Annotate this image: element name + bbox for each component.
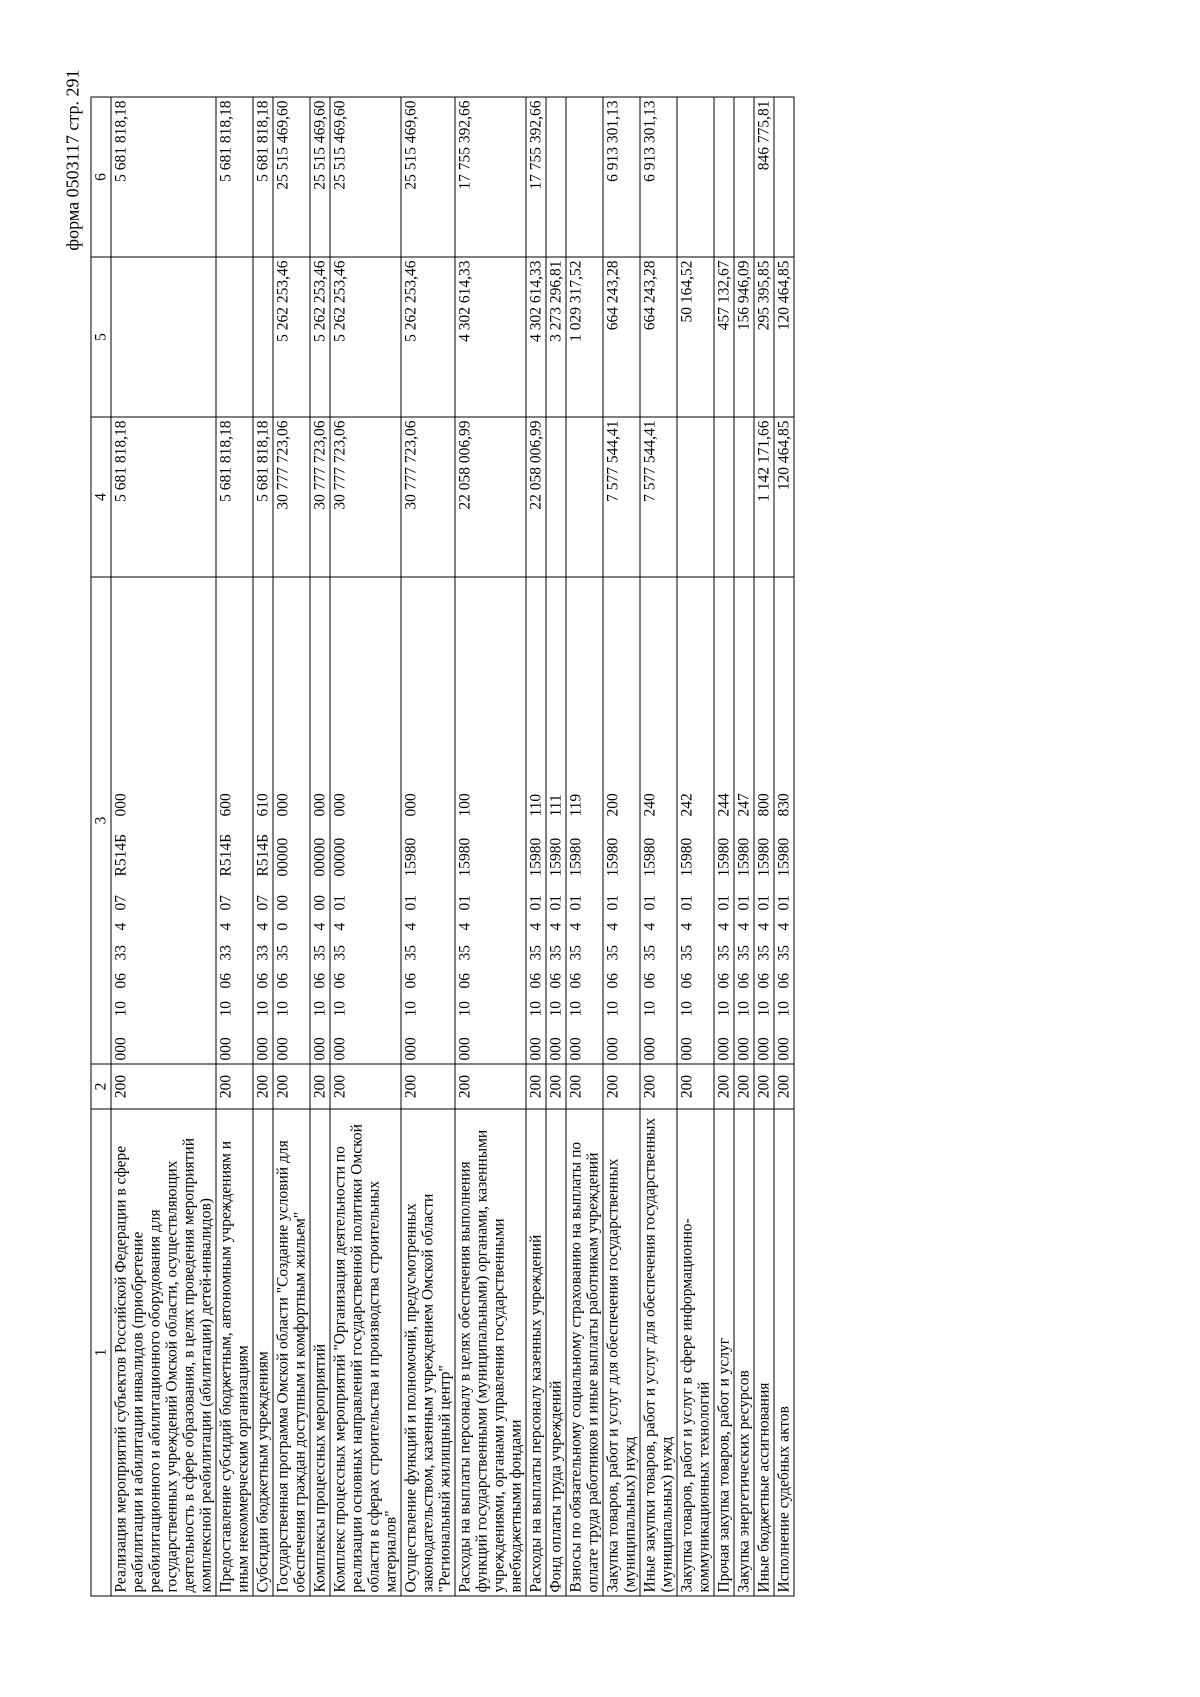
code-part: 4 <box>678 922 696 931</box>
executed-amount: 664 243,28 <box>603 257 640 417</box>
budget-classification-code <box>273 577 310 1064</box>
code-part: 4 <box>735 922 753 931</box>
code-part: 000 <box>402 1037 420 1061</box>
budget-classification-code <box>401 577 455 1064</box>
code-part: 610 <box>254 793 272 817</box>
budget-classification-code <box>603 577 640 1064</box>
table-row <box>216 97 253 1596</box>
code-part: 10 <box>604 1001 622 1017</box>
budget-classification-code <box>111 577 216 1064</box>
code-part: 06 <box>735 973 753 989</box>
code-part: 10 <box>217 1001 235 1017</box>
code-part: 06 <box>311 973 329 989</box>
row-name: Исполнение судебных актов <box>774 1109 794 1596</box>
code-part: 4 <box>112 922 130 931</box>
row-name: Государственная программа Омской области "Создание условий для обеспечения граждан доступным и комфортным жильем" <box>273 1109 310 1596</box>
code-part: 4 <box>456 922 474 931</box>
table-row <box>734 97 754 1596</box>
code-part: 35 <box>456 945 474 961</box>
code-part: 110 <box>527 793 545 817</box>
code-part: 000 <box>604 1037 622 1061</box>
table-row <box>603 97 640 1596</box>
code-part: 06 <box>755 973 773 989</box>
unexecuted-amount <box>677 97 714 257</box>
code-part: 35 <box>715 945 733 961</box>
code-part: 06 <box>217 973 235 989</box>
code-part: 4 <box>641 922 659 931</box>
unexecuted-amount: 5 681 818,18 <box>253 97 273 257</box>
code-part: 4 <box>715 922 733 931</box>
row-name: Комплекс процессных мероприятий "Организация деятельности по реализации основных направлений государственной политики Омской области в сферах строительства и производства строительных материалов" <box>330 1109 401 1596</box>
form-title: форма 0503117 стр. 291 <box>62 69 83 251</box>
code-part: 15980 <box>604 837 622 877</box>
executed-amount: 4 302 614,33 <box>455 257 526 417</box>
budget-table <box>91 97 795 1597</box>
code-part: 247 <box>735 793 753 817</box>
code-part: 10 <box>527 1001 545 1017</box>
executed-amount: 4 302 614,33 <box>526 257 546 417</box>
code-part: 06 <box>775 973 793 989</box>
table-row <box>455 97 526 1596</box>
code-part: 4 <box>775 922 793 931</box>
row-code: 200 <box>566 1064 603 1109</box>
code-part: 000 <box>254 1037 272 1061</box>
approved-amount: 5 681 818,18 <box>253 417 273 577</box>
code-part: 33 <box>217 945 235 961</box>
code-part: 4 <box>254 922 272 931</box>
code-part: 000 <box>641 1037 659 1061</box>
table-row <box>253 97 273 1596</box>
code-part: 10 <box>715 1001 733 1017</box>
row-name: Расходы на выплаты персоналу казенных учреждений <box>526 1109 546 1596</box>
unexecuted-amount: 25 515 469,60 <box>273 97 310 257</box>
row-code: 200 <box>603 1064 640 1109</box>
code-part: 830 <box>775 793 793 817</box>
code-part: 00 <box>311 895 329 911</box>
budget-classification-code <box>677 577 714 1064</box>
executed-amount <box>253 257 273 417</box>
code-part: 000 <box>331 793 349 817</box>
code-part: 000 <box>217 1037 235 1061</box>
code-part: 06 <box>715 973 733 989</box>
header-col-6: 6 <box>91 97 111 257</box>
code-part: 06 <box>567 973 585 989</box>
header-col-2: 2 <box>91 1064 111 1109</box>
code-part: 242 <box>678 793 696 817</box>
code-part: 0 <box>274 922 292 931</box>
row-code: 200 <box>677 1064 714 1109</box>
code-part: 4 <box>402 922 420 931</box>
header-col-4: 4 <box>91 417 111 577</box>
code-part: 10 <box>678 1001 696 1017</box>
code-part: 01 <box>715 895 733 911</box>
code-part: 06 <box>254 973 272 989</box>
row-code: 200 <box>111 1064 216 1109</box>
code-part: 244 <box>715 793 733 817</box>
rotated-page <box>51 50 1151 1647</box>
table-row <box>677 97 714 1596</box>
code-part: 00000 <box>274 837 292 877</box>
approved-amount: 7 577 544,41 <box>603 417 640 577</box>
code-part: 10 <box>547 1001 565 1017</box>
budget-classification-code <box>734 577 754 1064</box>
code-part: 15980 <box>547 837 565 877</box>
code-part: 000 <box>547 1037 565 1061</box>
header-col-5: 5 <box>91 257 111 417</box>
executed-amount: 5 262 253,46 <box>401 257 455 417</box>
code-part: 06 <box>274 973 292 989</box>
header-col-1: 1 <box>91 1109 111 1596</box>
code-part: 200 <box>604 793 622 817</box>
budget-classification-code <box>714 577 734 1064</box>
code-part: 15980 <box>735 837 753 877</box>
executed-amount: 5 262 253,46 <box>310 257 330 417</box>
unexecuted-amount: 25 515 469,60 <box>310 97 330 257</box>
code-part: 111 <box>547 794 565 817</box>
code-part: 10 <box>456 1001 474 1017</box>
approved-amount: 22 058 006,99 <box>526 417 546 577</box>
code-part: 06 <box>604 973 622 989</box>
row-name: Реализация мероприятий субъектов Российской Федерации в сфере реабилитации и абилитации инвалидов (приобретение реабилитационного и абилитационного оборудования для государственных учреждений Омской области, осуществляющих деятельность в сфере образования, в целях проведения мероприятий комплексной реабилитации (абилитации) детей-инвалидов) <box>111 1109 216 1596</box>
code-part: 07 <box>217 895 235 911</box>
budget-classification-code <box>330 577 401 1064</box>
unexecuted-amount: 25 515 469,60 <box>401 97 455 257</box>
code-part: 000 <box>755 1037 773 1061</box>
code-part: 01 <box>456 895 474 911</box>
code-part: 35 <box>311 945 329 961</box>
row-code: 200 <box>216 1064 253 1109</box>
row-name: Фонд оплаты труда учреждений <box>546 1109 566 1596</box>
table-row <box>754 97 774 1596</box>
table-row <box>714 97 734 1596</box>
unexecuted-amount: 846 775,81 <box>754 97 774 257</box>
unexecuted-amount: 25 515 469,60 <box>330 97 401 257</box>
executed-amount: 664 243,28 <box>640 257 677 417</box>
approved-amount: 30 777 723,06 <box>273 417 310 577</box>
code-part: 06 <box>402 973 420 989</box>
executed-amount <box>111 257 216 417</box>
code-part: 000 <box>311 1037 329 1061</box>
row-name: Осуществление функций и полномочий, предусмотренных законодательством, казенным учреждением Омской области "Региональный жилищный центр" <box>401 1109 455 1596</box>
code-part: 00 <box>274 895 292 911</box>
code-part: 119 <box>567 793 585 817</box>
code-part: 15980 <box>775 837 793 877</box>
code-part: 000 <box>775 1037 793 1061</box>
row-name: Закупка товаров, работ и услуг в сфере информационно-коммуникационных технологий <box>677 1109 714 1596</box>
row-name: Иные бюджетные ассигнования <box>754 1109 774 1596</box>
row-code: 200 <box>774 1064 794 1109</box>
code-part: 07 <box>112 895 130 911</box>
table-row <box>566 97 603 1596</box>
code-part: 35 <box>527 945 545 961</box>
unexecuted-amount <box>566 97 603 257</box>
code-part: 15980 <box>456 837 474 877</box>
code-part: 33 <box>112 945 130 961</box>
row-name: Закупка энергетических ресурсов <box>734 1109 754 1596</box>
table-row <box>111 97 216 1596</box>
code-part: 35 <box>678 945 696 961</box>
code-part: 10 <box>755 1001 773 1017</box>
executed-amount: 5 262 253,46 <box>330 257 401 417</box>
approved-amount <box>566 417 603 577</box>
code-part: 000 <box>112 793 130 817</box>
code-part: 35 <box>604 945 622 961</box>
row-code: 200 <box>714 1064 734 1109</box>
table-row <box>401 97 455 1596</box>
code-part: 10 <box>735 1001 753 1017</box>
approved-amount <box>546 417 566 577</box>
code-part: 600 <box>217 793 235 817</box>
code-part: 00000 <box>311 837 329 877</box>
code-part: 000 <box>715 1037 733 1061</box>
row-code: 200 <box>455 1064 526 1109</box>
code-part: 06 <box>678 973 696 989</box>
unexecuted-amount: 6 913 301,13 <box>603 97 640 257</box>
unexecuted-amount <box>546 97 566 257</box>
code-part: 01 <box>755 895 773 911</box>
code-part: 000 <box>735 1037 753 1061</box>
budget-classification-code <box>566 577 603 1064</box>
code-part: 10 <box>567 1001 585 1017</box>
code-part: 06 <box>527 973 545 989</box>
code-part: 10 <box>274 1001 292 1017</box>
code-part: 000 <box>456 1037 474 1061</box>
code-part: 01 <box>331 895 349 911</box>
budget-classification-code <box>754 577 774 1064</box>
unexecuted-amount: 5 681 818,18 <box>216 97 253 257</box>
code-part: 35 <box>402 945 420 961</box>
code-part: 35 <box>735 945 753 961</box>
unexecuted-amount <box>734 97 754 257</box>
row-code: 200 <box>330 1064 401 1109</box>
table-row <box>330 97 401 1596</box>
code-part: 35 <box>775 945 793 961</box>
approved-amount: 22 058 006,99 <box>455 417 526 577</box>
approved-amount: 1 142 171,66 <box>754 417 774 577</box>
row-name: Прочая закупка товаров, работ и услуг <box>714 1109 734 1596</box>
executed-amount: 1 029 317,52 <box>566 257 603 417</box>
unexecuted-amount <box>714 97 734 257</box>
code-part: 000 <box>274 1037 292 1061</box>
code-part: 10 <box>331 1001 349 1017</box>
executed-amount: 120 464,85 <box>774 257 794 417</box>
code-part: 4 <box>527 922 545 931</box>
code-part: R514Б <box>112 834 130 877</box>
table-row <box>546 97 566 1596</box>
code-part: 000 <box>402 793 420 817</box>
budget-classification-code <box>774 577 794 1064</box>
unexecuted-amount: 17 755 392,66 <box>455 97 526 257</box>
code-part: 01 <box>567 895 585 911</box>
code-part: 01 <box>735 895 753 911</box>
code-part: 000 <box>112 1037 130 1061</box>
code-part: 10 <box>641 1001 659 1017</box>
code-part: 10 <box>402 1001 420 1017</box>
row-code: 200 <box>734 1064 754 1109</box>
code-part: 10 <box>254 1001 272 1017</box>
approved-amount <box>677 417 714 577</box>
unexecuted-amount <box>774 97 794 257</box>
budget-classification-code <box>216 577 253 1064</box>
code-part: 35 <box>274 945 292 961</box>
row-name: Субсидии бюджетным учреждениям <box>253 1109 273 1596</box>
code-part: 800 <box>755 793 773 817</box>
code-part: 07 <box>254 895 272 911</box>
approved-amount: 5 681 818,18 <box>216 417 253 577</box>
budget-classification-code <box>546 577 566 1064</box>
row-name: Закупка товаров, работ и услуг для обеспечения государственных (муниципальных) нужд <box>603 1109 640 1596</box>
code-part: 4 <box>311 922 329 931</box>
unexecuted-amount: 5 681 818,18 <box>111 97 216 257</box>
code-part: 35 <box>641 945 659 961</box>
budget-classification-code <box>455 577 526 1064</box>
code-part: 01 <box>547 895 565 911</box>
row-name: Взносы по обязательному социальному страхованию на выплаты по оплате труда работников и иные выплаты работникам учреждений <box>566 1109 603 1596</box>
code-part: 01 <box>527 895 545 911</box>
executed-amount <box>216 257 253 417</box>
code-part: 4 <box>604 922 622 931</box>
code-part: 15980 <box>715 837 733 877</box>
header-row <box>91 97 111 1596</box>
row-code: 200 <box>754 1064 774 1109</box>
row-code: 200 <box>253 1064 273 1109</box>
code-part: 15980 <box>527 837 545 877</box>
row-code: 200 <box>640 1064 677 1109</box>
code-part: 06 <box>331 973 349 989</box>
code-part: 35 <box>567 945 585 961</box>
code-part: 15980 <box>641 837 659 877</box>
code-part: 10 <box>112 1001 130 1017</box>
row-name: Комплексы процессных мероприятий <box>310 1109 330 1596</box>
code-part: 35 <box>331 945 349 961</box>
approved-amount <box>714 417 734 577</box>
code-part: 100 <box>456 793 474 817</box>
table-row <box>310 97 330 1596</box>
code-part: 15980 <box>402 837 420 877</box>
row-name: Предоставление субсидий бюджетным, автономным учреждениям и иным некоммерческим организациям <box>216 1109 253 1596</box>
code-part: 33 <box>254 945 272 961</box>
code-part: 06 <box>112 973 130 989</box>
approved-amount: 5 681 818,18 <box>111 417 216 577</box>
header-col-3: 3 <box>91 577 111 1064</box>
code-part: 000 <box>527 1037 545 1061</box>
executed-amount: 156 946,09 <box>734 257 754 417</box>
code-part: 01 <box>775 895 793 911</box>
budget-classification-code <box>640 577 677 1064</box>
unexecuted-amount: 17 755 392,66 <box>526 97 546 257</box>
code-part: R514Б <box>254 834 272 877</box>
approved-amount <box>734 417 754 577</box>
code-part: 35 <box>547 945 565 961</box>
table-row <box>640 97 677 1596</box>
code-part: 000 <box>678 1037 696 1061</box>
code-part: 000 <box>331 1037 349 1061</box>
code-part: 00000 <box>331 837 349 877</box>
code-part: 01 <box>678 895 696 911</box>
code-part: 4 <box>331 922 349 931</box>
table-row <box>526 97 546 1596</box>
row-code: 200 <box>546 1064 566 1109</box>
row-code: 200 <box>310 1064 330 1109</box>
executed-amount: 3 273 296,81 <box>546 257 566 417</box>
row-code: 200 <box>526 1064 546 1109</box>
table-row <box>273 97 310 1596</box>
code-part: 4 <box>755 922 773 931</box>
table-row <box>774 97 794 1596</box>
executed-amount: 50 164,52 <box>677 257 714 417</box>
approved-amount: 30 777 723,06 <box>401 417 455 577</box>
executed-amount: 5 262 253,46 <box>273 257 310 417</box>
code-part: R514Б <box>217 834 235 877</box>
code-part: 240 <box>641 793 659 817</box>
code-part: 000 <box>567 1037 585 1061</box>
row-code: 200 <box>401 1064 455 1109</box>
code-part: 15980 <box>567 837 585 877</box>
code-part: 35 <box>755 945 773 961</box>
code-part: 06 <box>456 973 474 989</box>
approved-amount: 30 777 723,06 <box>330 417 401 577</box>
approved-amount: 30 777 723,06 <box>310 417 330 577</box>
code-part: 4 <box>567 922 585 931</box>
table-body <box>111 97 794 1596</box>
row-name: Иные закупки товаров, работ и услуг для обеспечения государственных (муниципальных) нужд <box>640 1109 677 1596</box>
unexecuted-amount: 6 913 301,13 <box>640 97 677 257</box>
approved-amount: 120 464,85 <box>774 417 794 577</box>
code-part: 01 <box>604 895 622 911</box>
budget-classification-code <box>253 577 273 1064</box>
code-part: 01 <box>402 895 420 911</box>
code-part: 15980 <box>755 837 773 877</box>
code-part: 000 <box>311 793 329 817</box>
approved-amount: 7 577 544,41 <box>640 417 677 577</box>
code-part: 06 <box>547 973 565 989</box>
executed-amount: 457 132,67 <box>714 257 734 417</box>
budget-classification-code <box>526 577 546 1064</box>
budget-classification-code <box>310 577 330 1064</box>
code-part: 15980 <box>678 837 696 877</box>
code-part: 4 <box>547 922 565 931</box>
code-part: 10 <box>311 1001 329 1017</box>
code-part: 000 <box>274 793 292 817</box>
row-code: 200 <box>273 1064 310 1109</box>
code-part: 4 <box>217 922 235 931</box>
code-part: 10 <box>775 1001 793 1017</box>
code-part: 06 <box>641 973 659 989</box>
executed-amount: 295 395,85 <box>754 257 774 417</box>
code-part: 01 <box>641 895 659 911</box>
row-name: Расходы на выплаты персоналу в целях обеспечения выполнения функций государственными (муниципальными) органами, казенными учреждениями, органами управления государственными внебюджетными фондами <box>455 1109 526 1596</box>
